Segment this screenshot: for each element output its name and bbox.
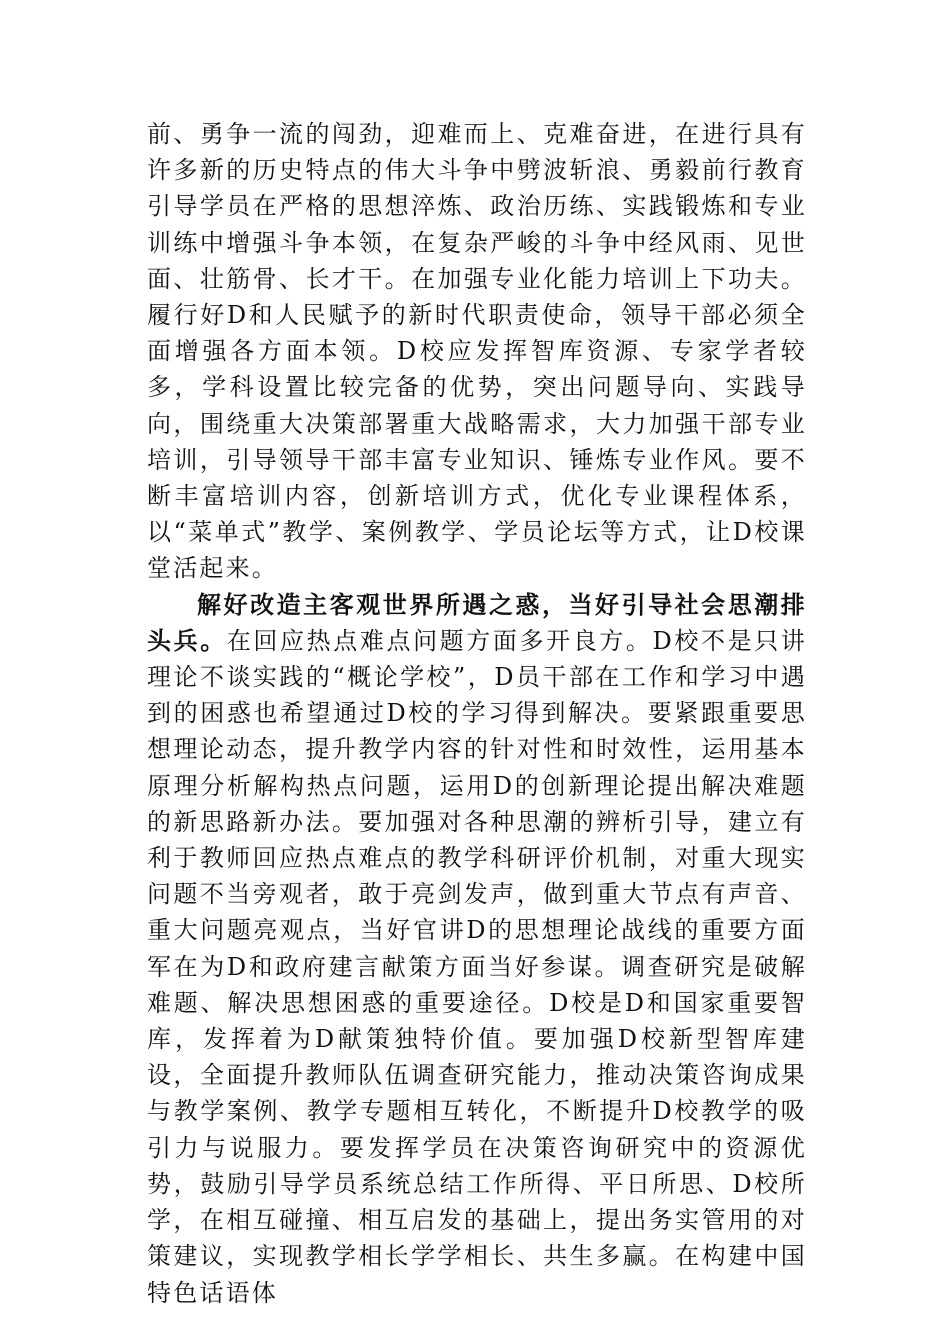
paragraph-2-heading: 解好改造主客观世界所遇之惑，当好引导社会思潮排头兵。 [147, 589, 807, 655]
paragraph-2 [147, 587, 807, 1311]
paragraph-2-body: 在回应热点难点问题方面多开良方。D校不是只讲理论不谈实践的“概论学校”，D员干部在工作和学习中遇到的困惑也希望通过D校的学习得到解决。要紧跟重要思想理论动态，提升教学内容的针对性和时效性，运用基本原理分析解构热点问题，运用D的创新理论提出解决难题的新思路新办法。要加强对各种思潮的辨析引导，建立有利于教师回应热点难点的教学科研评价机制，对重大现实问题不当旁观者，敢于亮剑发声，做到重大节点有声音、重大问题亮观点，当好官讲D的思想理论战线的重要方面军在为D和政府建言献策方面当好参谋。调查研究是破解难题、解决思想困惑的重要途径。D校是D和国家重要智库，发挥着为D献策独特价值。要加强D校新型智库建设，全面提升教师队伍调查研究能力，推动决策咨询成果与教学案例、教学专题相互转化，不断提升D校教学的吸引力与说服力。要发挥学员在决策咨询研究中的资源优势，鼓励引导学员系统总结工作所得、平日所思、D校所学，在相互碰撞、相互启发的基础上，提出务实管用的对策建议，实现教学相长学学相长、共生多赢。在构建中国特色话语体 [147, 626, 807, 1307]
document-body [147, 116, 807, 1311]
paragraph-1: 前、勇争一流的闯劲，迎难而上、克难奋进，在进行具有许多新的历史特点的伟大斗争中劈波斩浪、勇毅前行教育引导学员在严格的思想淬炼、政治历练、实践锻炼和专业训练中增强斗争本领，在复杂严峻的斗争中经风雨、见世面、壮筋骨、长才干。在加强专业化能力培训上下功夫。履行好D和人民赋予的新时代职责使命，领导干部必须全面增强各方面本领。D校应发挥智库资源、专家学者较多，学科设置比较完备的优势，突出问题导向、实践导向，围绕重大决策部署重大战略需求，大力加强干部专业培训，引导领导干部丰富专业知识、锤炼专业作风。要不断丰富培训内容，创新培训方式，优化专业课程体系，以“菜单式”教学、案例教学、学员论坛等方式，让D校课堂活起来。 [147, 120, 807, 583]
